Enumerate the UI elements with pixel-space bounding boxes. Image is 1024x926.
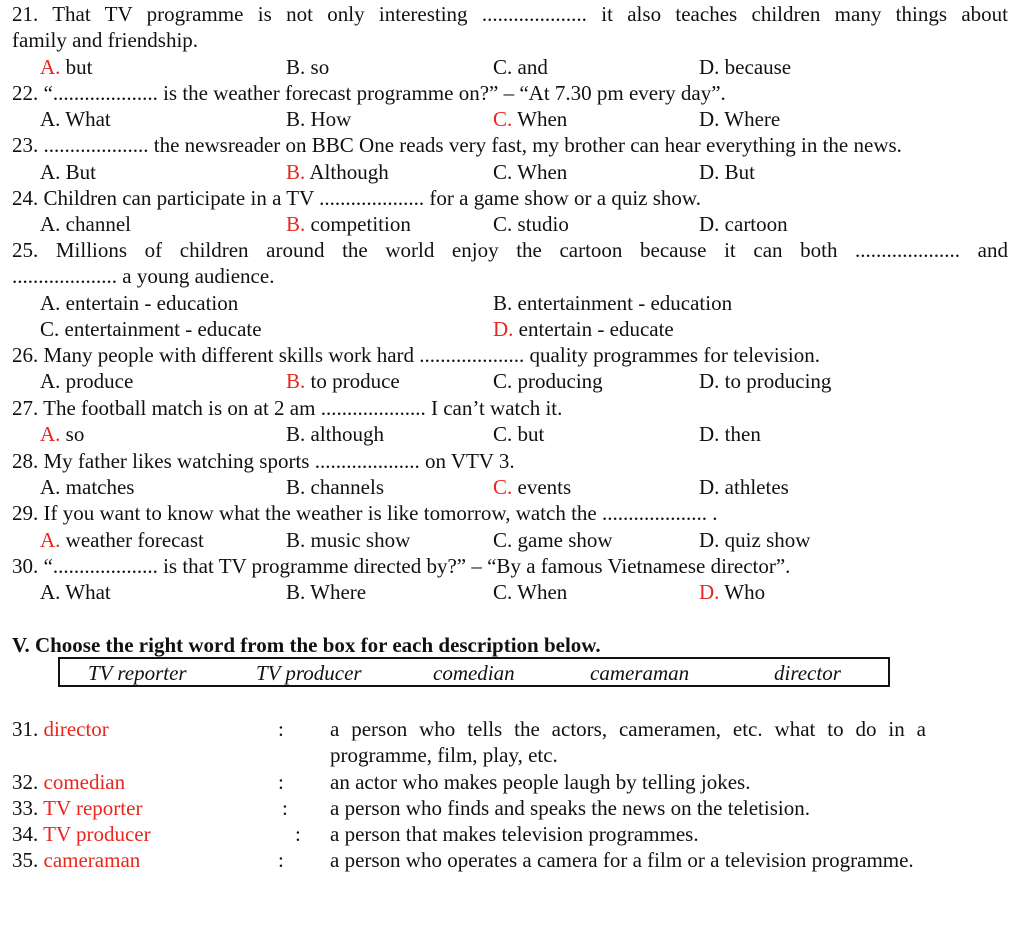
option-a[interactable]: A. entertain - education (40, 291, 239, 315)
option-d[interactable]: D. Where (699, 107, 781, 131)
word-box-item: TV producer (256, 661, 362, 685)
option-b[interactable]: B. although (286, 422, 385, 446)
answer-word[interactable]: director (43, 717, 109, 741)
question-30-stem: 30. “.................... is that TV programme directed by?” – “By a famous Vietnamese director”. (12, 554, 791, 578)
option-b[interactable]: B. music show (286, 528, 411, 552)
option-b[interactable]: B. Although (286, 160, 389, 184)
option-c[interactable]: C. game show (493, 528, 613, 552)
item-term: 35. cameraman (12, 848, 141, 872)
item-term: 34. TV producer (12, 822, 151, 846)
word-box (58, 657, 890, 687)
item-colon: : (278, 848, 284, 872)
question-29-stem: 29. If you want to know what the weather is like tomorrow, watch the .................... . (12, 501, 718, 525)
word-box-item: cameraman (590, 661, 690, 685)
item-definition: a person who operates a camera for a film or a television programme. (330, 848, 914, 872)
question-21-stem-continued: family and friendship. (12, 28, 199, 52)
option-b[interactable]: B. to produce (286, 369, 400, 393)
option-c[interactable]: C. When (493, 107, 568, 131)
item-term: 33. TV reporter (12, 796, 143, 820)
option-b[interactable]: B. so (286, 55, 330, 79)
option-c[interactable]: C. producing (493, 369, 603, 393)
answer-word[interactable]: TV producer (43, 822, 151, 846)
question-25-stem-continued: .................... a young audience. (12, 264, 275, 288)
section-v-heading: V. Choose the right word from the box for each description below. (12, 633, 601, 657)
option-a[interactable]: A. What (40, 107, 111, 131)
option-b[interactable]: B. Where (286, 580, 367, 604)
option-a[interactable]: A. produce (40, 369, 134, 393)
item-colon: : (295, 822, 301, 846)
word-box-item: TV reporter (88, 661, 187, 685)
option-b[interactable]: B. How (286, 107, 352, 131)
question-24-stem: 24. Children can participate in a TV .................... for a game show or a quiz show. (12, 186, 701, 210)
answer-word[interactable]: cameraman (43, 848, 141, 872)
option-a[interactable]: A. But (40, 160, 97, 184)
option-d[interactable]: D. because (699, 55, 792, 79)
option-c[interactable]: C. entertainment - educate (40, 317, 262, 341)
option-c[interactable]: C. but (493, 422, 545, 446)
option-c[interactable]: C. When (493, 160, 568, 184)
option-a[interactable]: A. What (40, 580, 111, 604)
word-box-item: comedian (433, 661, 515, 685)
option-a[interactable]: A. so (40, 422, 85, 446)
item-colon: : (282, 796, 288, 820)
option-d[interactable]: D. entertain - educate (493, 317, 674, 341)
option-d[interactable]: D. Who (699, 580, 766, 604)
option-a[interactable]: A. but (40, 55, 93, 79)
option-d[interactable]: D. athletes (699, 475, 789, 499)
option-b[interactable]: B. channels (286, 475, 384, 499)
question-27-stem: 27. The football match is on at 2 am .................... I can’t watch it. (12, 396, 563, 420)
question-26-stem: 26. Many people with different skills work hard .................... quality programmes for television. (12, 343, 820, 367)
question-22-stem: 22. “.................... is the weather forecast programme on?” – “At 7.30 pm every day”. (12, 81, 726, 105)
option-d[interactable]: D. cartoon (699, 212, 788, 236)
option-c[interactable]: C. When (493, 580, 568, 604)
answer-word[interactable]: TV reporter (43, 796, 143, 820)
option-b[interactable]: B. entertainment - education (493, 291, 733, 315)
option-d[interactable]: D. quiz show (699, 528, 811, 552)
option-d[interactable]: D. then (699, 422, 761, 446)
question-21-stem: 21. That TV programme is not only interesting .................... it also teaches children many things about (12, 2, 1008, 26)
item-term: 31. director (12, 717, 109, 741)
option-d[interactable]: D. to producing (699, 369, 832, 393)
option-a[interactable]: A. channel (40, 212, 131, 236)
option-c[interactable]: C. and (493, 55, 548, 79)
question-25-stem: 25. Millions of children around the world enjoy the cartoon because it can both .................... and (12, 238, 1008, 262)
option-a[interactable]: A. weather forecast (40, 528, 204, 552)
item-definition: a person who finds and speaks the news on the teletision. (330, 796, 810, 820)
item-term: 32. comedian (12, 770, 126, 794)
answer-word[interactable]: comedian (43, 770, 126, 794)
item-colon: : (278, 717, 284, 741)
question-23-stem: 23. .................... the newsreader on BBC One reads very fast, my brother can hear everything in the news. (12, 133, 902, 157)
item-definition: a person that makes television programmes. (330, 822, 699, 846)
option-d[interactable]: D. But (699, 160, 756, 184)
word-box-item: director (774, 661, 841, 685)
option-a[interactable]: A. matches (40, 475, 135, 499)
item-colon: : (278, 770, 284, 794)
item-definition: an actor who makes people laugh by telling jokes. (330, 770, 751, 794)
question-28-stem: 28. My father likes watching sports .................... on VTV 3. (12, 449, 515, 473)
option-c[interactable]: C. studio (493, 212, 569, 236)
item-definition: a person who tells the actors, cameramen, etc. what to do in a programme, film, play, etc. (330, 717, 926, 767)
option-c[interactable]: C. events (493, 475, 572, 499)
option-b[interactable]: B. competition (286, 212, 411, 236)
